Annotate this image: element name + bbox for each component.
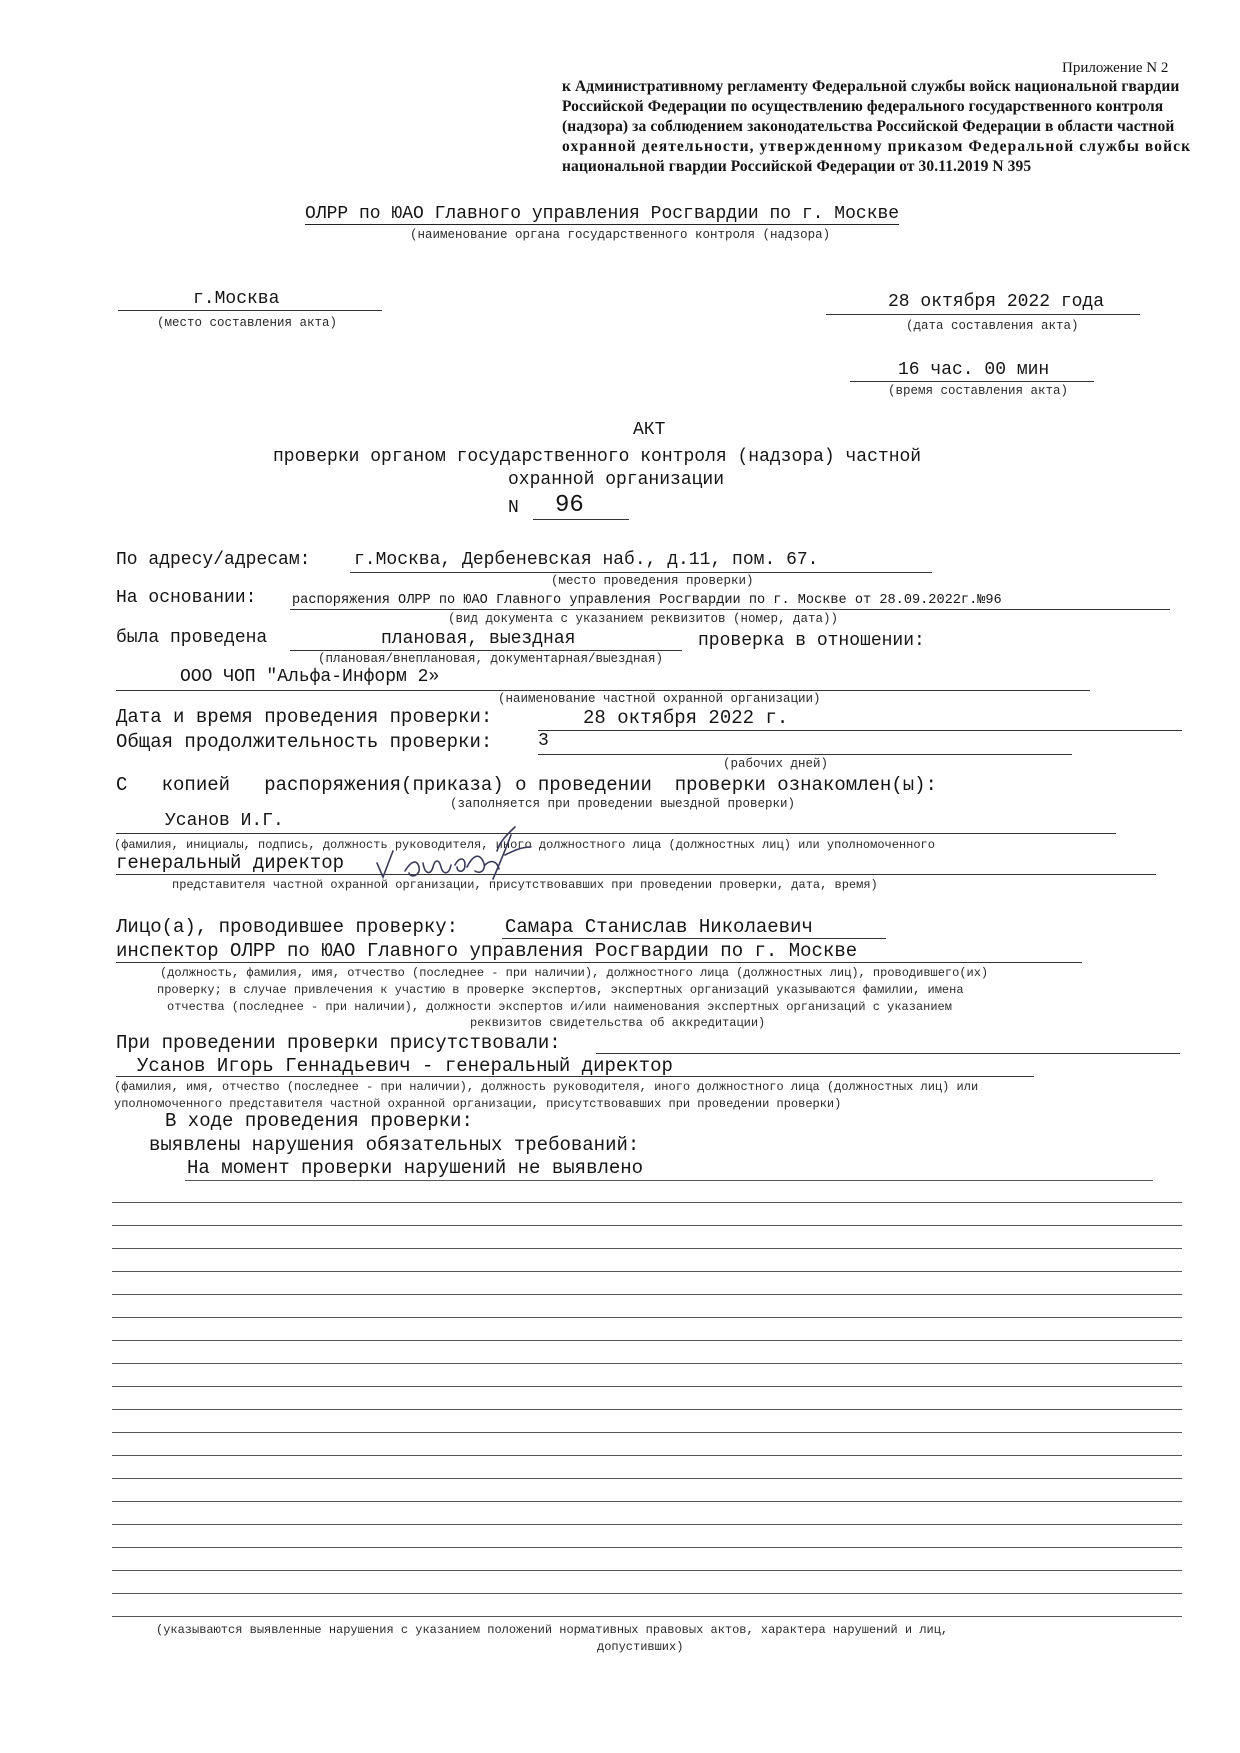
acquainted-caption-2: (фамилия, инициалы, подпись, должность руководителя, иного должностного лица (должностных лиц) или уполномоченного — [114, 838, 935, 852]
inspector-caption-3: отчества (последнее - при наличии), должности экспертов и/или наименования экспертных организаций с указанием — [167, 1000, 952, 1014]
date-line — [826, 314, 1140, 315]
inspection-date-label: Дата и время проведения проверки: — [116, 706, 493, 728]
basis-label: На основании: — [116, 588, 257, 608]
inspection-type-after: проверка в отношении: — [698, 631, 925, 651]
inspection-type-caption: (плановая/внеплановая, документарная/выездная) — [318, 652, 664, 666]
act-number-value: 96 — [555, 492, 584, 519]
present-label-line — [596, 1053, 1180, 1054]
date-value: 28 октября 2022 года — [888, 292, 1105, 312]
present-caption-2: уполномоченного представителя частной охранной организации, присутствовавших при проведении проверки) — [114, 1097, 842, 1111]
findings-blank-line — [112, 1409, 1182, 1410]
address-caption: (место проведения проверки) — [551, 574, 754, 588]
signature-mark — [375, 825, 565, 895]
place-value: г.Москва — [193, 289, 280, 309]
place-caption: (место составления акта) — [157, 316, 338, 330]
appendix-line-5: национальной гвардии Российской Федерации от 30.11.2019 N 395 — [562, 158, 1032, 175]
appendix-line-4: охранной деятельности, утвержденному приказом Федеральной службы войск — [562, 138, 1192, 155]
findings-blank-line — [185, 1180, 1153, 1181]
inspector-name-line — [502, 938, 886, 939]
findings-blank-line — [112, 1501, 1182, 1502]
authority-name: ОЛРР по ЮАО Главного управления Росгвардии по г. Москве — [305, 204, 900, 224]
duration-caption: (рабочих дней) — [723, 757, 829, 771]
present-caption-1: (фамилия, имя, отчество (последнее - при наличии), должность руководителя, иного должностного лица (должностных лиц) или — [114, 1080, 979, 1094]
acquainted-person-line — [116, 833, 1116, 834]
basis-line — [290, 609, 1170, 610]
present-value: Усанов Игорь Геннадьевич - генеральный директор — [137, 1055, 673, 1077]
inspector-position: инспектор ОЛРР по ЮАО Главного управления Росгвардии по г. Москве — [116, 940, 858, 962]
organization-caption: (наименование частной охранной организации) — [498, 692, 821, 706]
findings-blank-line — [112, 1271, 1182, 1272]
organization-value: ООО ЧОП "Альфа-Информ 2» — [180, 667, 440, 687]
findings-blank-line — [112, 1202, 1182, 1203]
acquainted-person: Усанов И.Г. — [165, 811, 284, 831]
present-label: При проведении проверки присутствовали: — [116, 1032, 561, 1054]
authority-caption: (наименование органа государственного контроля (надзора) — [410, 228, 831, 242]
findings-blank-line — [112, 1386, 1182, 1387]
findings-blank-line — [112, 1524, 1182, 1525]
findings-blank-line — [112, 1478, 1182, 1479]
findings-caption-2: допустивших) — [597, 1640, 684, 1654]
present-value-line — [116, 1076, 1034, 1077]
findings-blank-line — [112, 1248, 1182, 1249]
inspection-date-line — [538, 730, 1182, 731]
duration-label: Общая продолжительность проверки: — [116, 731, 493, 753]
basis-caption: (вид документа с указанием реквизитов (номер, дата)) — [448, 612, 839, 626]
act-number-line — [533, 519, 629, 520]
findings-value: На момент проверки нарушений не выявлено — [187, 1157, 644, 1179]
inspector-position-line — [116, 962, 1082, 963]
inspection-type-value: плановая, выездная — [381, 629, 576, 649]
act-subtitle-2: охранной организации — [508, 470, 725, 490]
findings-blank-line — [112, 1340, 1182, 1341]
appendix-line-3: (надзора) за соблюдением законодательства Российской Федерации в области частной — [562, 118, 1175, 135]
findings-blank-line — [112, 1616, 1182, 1617]
findings-line-1: В ходе проведения проверки: — [165, 1110, 473, 1132]
appendix-line-1: к Административному регламенту Федеральной службы войск национальной гвардии — [562, 78, 1180, 95]
findings-line-2: выявлены нарушения обязательных требований: — [149, 1134, 640, 1156]
inspector-label: Лицо(а), проводившее проверку: — [116, 916, 459, 938]
acquainted-caption: (заполняется при проведении выездной проверки) — [450, 797, 796, 811]
act-subtitle-1: проверки органом государственного контроля (надзора) частной — [273, 447, 922, 467]
inspection-type-label: была проведена — [116, 628, 268, 648]
act-title: АКТ — [633, 420, 666, 440]
time-value: 16 час. 00 мин — [898, 360, 1050, 380]
address-line — [350, 572, 932, 573]
findings-blank-line — [112, 1570, 1182, 1571]
address-label: По адресу/адресам: — [116, 550, 311, 570]
inspector-caption-1: (должность, фамилия, имя, отчество (последнее - при наличии), должностного лица (должностных лиц), проводившего(их) — [160, 966, 989, 980]
acquainted-caption-3: представителя частной охранной организации, присутствовавших при проведении проверки, дата, время) — [172, 878, 878, 892]
findings-caption-1: (указываются выявленные нарушения с указанием положений нормативных правовых актов, характера нарушений и лиц, — [156, 1623, 949, 1637]
appendix-label: Приложение N 2 — [1062, 60, 1169, 76]
acquainted-position: генеральный директор — [116, 852, 345, 874]
appendix-line-2: Российской Федерации по осуществлению федерального государственного контроля — [562, 98, 1164, 115]
time-caption: (время составления акта) — [888, 384, 1069, 398]
findings-blank-line — [112, 1432, 1182, 1433]
address-value: г.Москва, Дербеневская наб., д.11, пом. 67. — [354, 550, 819, 570]
findings-blank-line — [112, 1317, 1182, 1318]
inspection-date-value: 28 октября 2022 г. — [583, 707, 789, 729]
findings-blank-line — [112, 1593, 1182, 1594]
duration-value: 3 — [538, 731, 549, 751]
findings-blank-line — [112, 1547, 1182, 1548]
findings-blank-line — [112, 1363, 1182, 1364]
findings-blank-line — [112, 1225, 1182, 1226]
inspector-caption-4: реквизитов свидетельства об аккредитации) — [470, 1016, 766, 1030]
duration-line — [538, 754, 1072, 755]
place-line — [118, 310, 382, 311]
basis-value: распоряжения ОЛРР по ЮАО Главного управления Росгвардии по г. Москве от 28.09.2022г.№96 — [292, 593, 1002, 608]
inspector-name: Самара Станислав Николаевич — [505, 916, 813, 938]
inspector-caption-2: проверку; в случае привлечения к участию в проверке экспертов, экспертных организаций указываются фамилии, имена — [157, 983, 964, 997]
organization-line — [116, 690, 1090, 691]
act-number-label: N — [508, 498, 519, 518]
acquainted-position-line — [116, 874, 1156, 875]
acquainted-text: С копией распоряжения(приказа) о проведении проверки ознакомлен(ы): — [116, 774, 937, 796]
date-caption: (дата составления акта) — [906, 319, 1079, 333]
time-line — [850, 381, 1094, 382]
findings-blank-line — [112, 1294, 1182, 1295]
findings-blank-line — [112, 1455, 1182, 1456]
inspection-type-line — [290, 650, 682, 651]
